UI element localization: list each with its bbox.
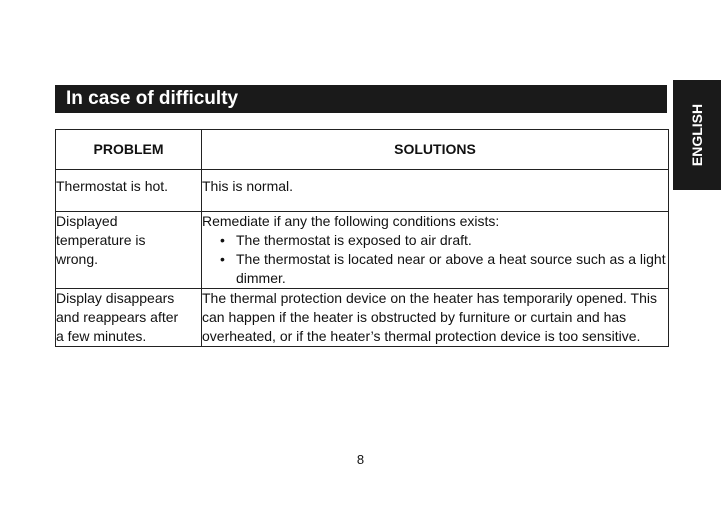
header-solutions: SOLUTIONS (202, 130, 669, 170)
table-header-row (56, 130, 669, 170)
solution-intro: Remediate if any the following conditions exists: (202, 213, 500, 229)
list-item: • The thermostat is exposed to air draft. (236, 231, 668, 250)
problem-text: Display disappears and reappears after a few minutes. (56, 290, 179, 344)
list-item: • The thermostat is located near or above a heat source such as a light dimmer. (236, 250, 668, 288)
problem-cell (56, 212, 202, 289)
table-row (56, 289, 669, 347)
language-tab-label: ENGLISH (689, 103, 705, 167)
table-row (56, 212, 669, 289)
header-problem: PROBLEM (56, 130, 202, 170)
condition-list (202, 231, 668, 288)
language-tab (673, 80, 721, 190)
solution-cell: This is normal. (202, 170, 669, 212)
problem-cell (56, 289, 202, 347)
solution-cell (202, 212, 669, 289)
solution-cell: The thermal protection device on the heater has temporarily opened. This can happen if the heater is obstructed by furniture or curtain and has overheated, or if the heater’s thermal protection device is too sensitive. (202, 289, 669, 347)
problem-cell: Thermostat is hot. (56, 170, 202, 212)
section-title-bar (55, 85, 667, 113)
troubleshooting-table (55, 129, 669, 347)
section-title: In case of difficulty (66, 88, 239, 109)
page-number: 8 (356, 452, 365, 467)
table-row (56, 170, 669, 212)
problem-text: Displayed temperature is wrong. (56, 213, 146, 267)
